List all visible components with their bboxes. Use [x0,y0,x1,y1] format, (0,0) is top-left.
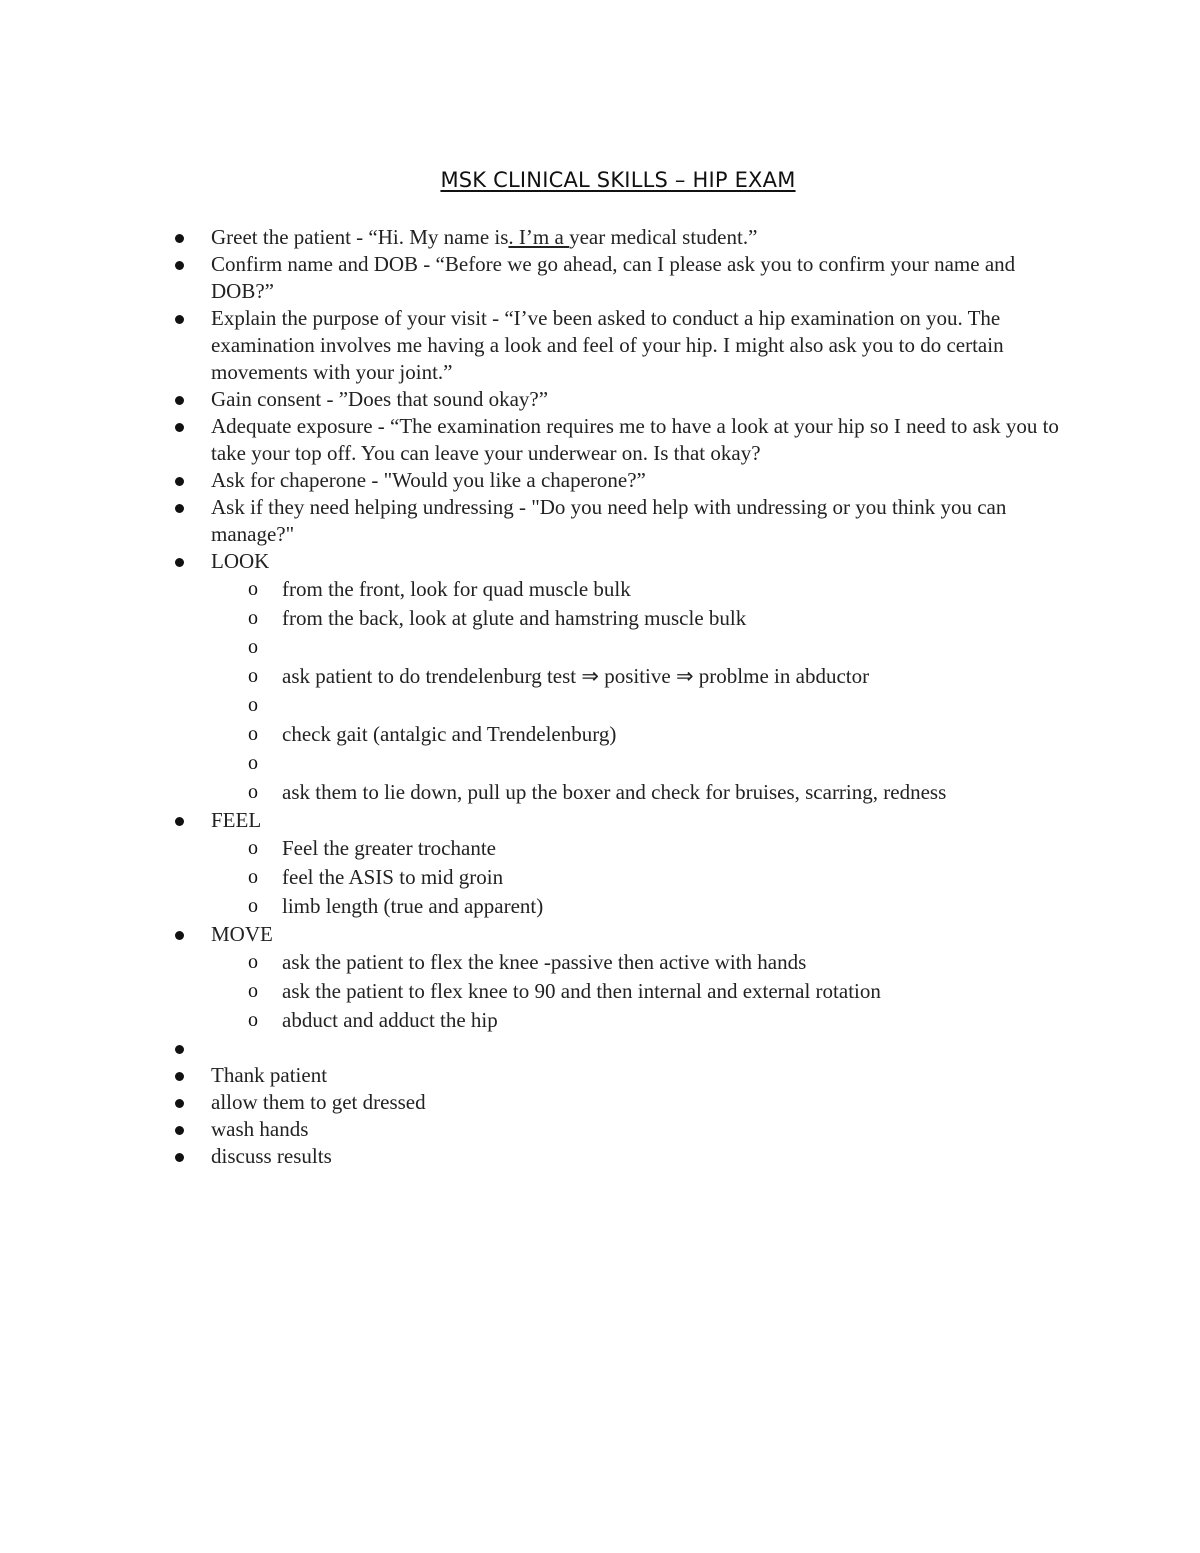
bullet-icon [175,1072,184,1081]
circle-bullet-icon: o [248,951,258,973]
sub-item-text: abduct and adduct the hip [282,1008,498,1032]
sub-item-text: Feel the greater trochante [282,836,496,860]
circle-bullet-icon: o [248,607,258,629]
page-title: MSK CLINICAL SKILLS – HIP EXAM [440,168,796,192]
bullet-icon [175,261,184,270]
sub-item [0,834,1200,863]
list-item [0,1143,1200,1170]
item-text: Adequate exposure - “The examination requires me to have a look at your hip so I need to ask you to take your top off. You can leave your underwear on. Is that okay? [211,414,1059,465]
list-item [0,1062,1200,1089]
list-item-feel [0,807,1200,834]
sub-item [0,633,1200,662]
circle-bullet-icon: o [248,895,258,917]
list-item [0,224,1200,251]
sub-item-text: feel the ASIS to mid groin [282,865,504,889]
list-item-look [0,548,1200,575]
circle-bullet-icon: o [248,665,258,687]
bullet-icon [175,558,184,567]
section-heading-feel: FEEL [211,808,262,832]
sub-item [0,575,1200,604]
sub-item [0,948,1200,977]
sub-item-text: from the back, look at glute and hamstring muscle bulk [282,606,747,630]
circle-bullet-icon: o [248,781,258,803]
item-text: Ask if they need helping undressing - "Do you need help with undressing or you think you can manage?" [211,495,1007,546]
list-item-move [0,921,1200,948]
checklist [0,224,1200,1170]
circle-bullet-icon: o [248,837,258,859]
list-item [0,251,1200,305]
sub-item [0,778,1200,807]
list-item [0,413,1200,467]
bullet-icon [175,1153,184,1162]
circle-bullet-icon: o [248,578,258,600]
bullet-icon [175,315,184,324]
sub-item [0,892,1200,921]
bullet-icon [175,1045,184,1054]
sub-item-text: ask the patient to flex knee to 90 and then internal and external rotation [282,979,881,1003]
section-heading-move: MOVE [211,922,273,946]
sub-item-text: ask the patient to flex the knee -passive then active with hands [282,950,807,974]
item-text: Greet the patient - “Hi. My name is [211,225,509,249]
circle-bullet-icon: o [248,723,258,745]
bullet-icon [175,1099,184,1108]
sub-item [0,977,1200,1006]
circle-bullet-icon: o [248,694,258,716]
item-text: allow them to get dressed [211,1090,426,1114]
bullet-icon [175,396,184,405]
bullet-icon [175,1126,184,1135]
item-text: year medical student.” [569,225,758,249]
sub-item [0,749,1200,778]
sub-item [0,863,1200,892]
sub-item-text: limb length (true and apparent) [282,894,544,918]
item-text: Thank patient [211,1063,328,1087]
circle-bullet-icon: o [248,980,258,1002]
sub-item-text: ask patient to do trendelenburg test ⇒ positive ⇒ problme in abductor [282,664,870,688]
item-text: Gain consent - ”Does that sound okay?” [211,387,549,411]
item-text: Confirm name and DOB - “Before we go ahead, can I please ask you to confirm your name and DOB?” [211,252,1016,303]
circle-bullet-icon: o [248,752,258,774]
list-item [0,1116,1200,1143]
bullet-icon [175,477,184,486]
list-item [0,467,1200,494]
bullet-icon [175,504,184,513]
sub-item [0,720,1200,749]
list-item [0,386,1200,413]
sub-item-text: check gait (antalgic and Trendelenburg) [282,722,617,746]
item-text: Ask for chaperone - "Would you like a chaperone?” [211,468,646,492]
sub-item [0,662,1200,691]
circle-bullet-icon: o [248,1009,258,1031]
sub-item [0,604,1200,633]
bullet-icon [175,931,184,940]
bullet-icon [175,423,184,432]
item-text: Explain the purpose of your visit - “I’ve been asked to conduct a hip examination on you. The examination involves me having a look and feel of your hip. I might also ask you to do certain movements with your joint.” [211,306,1004,384]
sub-item-text: from the front, look for quad muscle bulk [282,577,631,601]
list-item [0,494,1200,548]
list-item [0,305,1200,386]
list-item-empty [0,1035,1200,1062]
sub-item-text: ask them to lie down, pull up the boxer and check for bruises, scarring, redness [282,780,947,804]
sub-item [0,1006,1200,1035]
circle-bullet-icon: o [248,866,258,888]
list-item [0,1089,1200,1116]
section-heading-look: LOOK [211,549,270,573]
item-text: discuss results [211,1144,332,1168]
item-text: wash hands [211,1117,309,1141]
bullet-icon [175,817,184,826]
bullet-icon [175,234,184,243]
item-text-underlined: . I’m a [508,225,570,249]
circle-bullet-icon: o [248,636,258,658]
sub-item [0,691,1200,720]
